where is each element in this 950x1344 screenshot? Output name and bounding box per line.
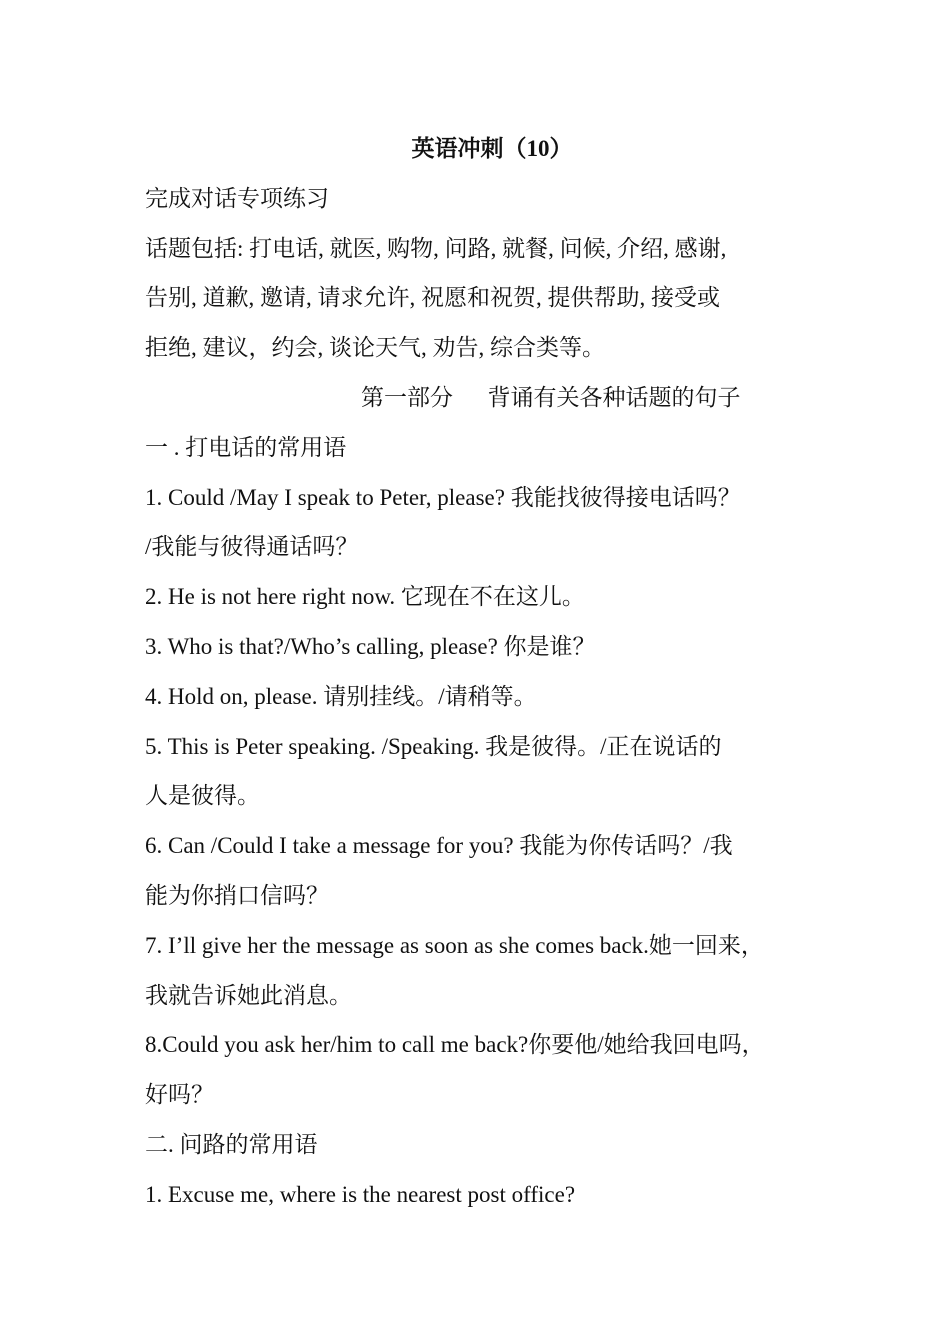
sentence-line: 1. Could /May I speak to Peter, please? 我能找彼得接电话吗？ [145, 484, 741, 510]
sentence-line: 6. Can /Could I take a message for you? 我能为你传话吗？/我 [145, 833, 733, 859]
part-heading: 第一部分 背诵有关各种话题的句子 [361, 384, 741, 410]
sentence-line: 我就告诉她此消息。 [145, 982, 352, 1008]
document-subtitle: 完成对话专项练习 [145, 185, 329, 211]
sentence-line: 8.Could you ask her/him to call me back?你要他/她给我回电吗， [145, 1032, 765, 1058]
section-asking-directions [145, 1120, 825, 1220]
sentence-line: /我能与彼得通话吗？ [145, 534, 359, 560]
section-heading: 二. 问路的常用语 [145, 1131, 318, 1157]
section-phone-calls [145, 423, 825, 1120]
sentence-line: 1. Excuse me, where is the nearest post office? [145, 1181, 576, 1207]
sentence-line: 7. I’ll give her the message as soon as she comes back.她一回来， [145, 932, 764, 958]
sentence-line: 5. This is Peter speaking. /Speaking. 我是彼得。/正在说话的 [145, 733, 722, 759]
topics-line: 拒绝, 建议，约会, 谈论天气, 劝告, 综合类等。 [145, 335, 605, 361]
sentence-line: 2. He is not here right now. 它现在不在这儿。 [145, 584, 585, 610]
sentence-line: 4. Hold on, please. 请别挂线。/请稍等。 [145, 683, 537, 709]
sentence-line: 3. Who is that?/Who’s calling, please? 你是谁？ [145, 633, 596, 659]
topics-paragraph [145, 224, 825, 373]
sentence-line: 好吗？ [145, 1082, 214, 1108]
document-page [145, 124, 825, 1220]
sentence-line: 能为你捎口信吗？ [145, 882, 329, 908]
section-heading: 一 . 打电话的常用语 [145, 434, 347, 460]
topics-line: 话题包括: 打电话, 就医, 购物, 问路, 就餐, 问候, 介绍, 感谢, [145, 235, 727, 261]
sentence-line: 人是彼得。 [145, 783, 260, 809]
topics-line: 告别, 道歉, 邀请, 请求允许, 祝愿和祝贺, 提供帮助, 接受或 [145, 285, 720, 311]
document-title: 英语冲刺（10） [411, 136, 573, 161]
